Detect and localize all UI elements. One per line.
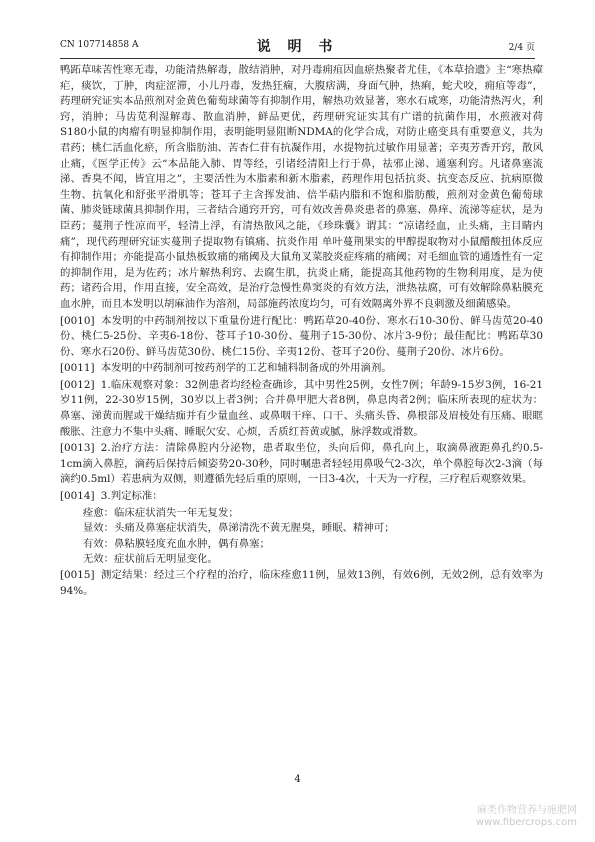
description-body: [60, 63, 543, 600]
paragraph-number: [0010]: [60, 314, 95, 327]
criteria-item-cured: 痊愈：临床症状消失一年无复发；: [82, 506, 239, 519]
paragraph-number: [0012]: [60, 378, 95, 391]
paragraph-0013: [60, 441, 543, 488]
paragraph-0015: [60, 568, 543, 599]
paragraph-0012: [60, 378, 543, 440]
criteria-item-effective: 有效：鼻粘膜轻度充血水肿，偶有鼻塞；: [82, 537, 270, 550]
criteria-item-ineffective: 无效：症状前后无明显变化。: [82, 553, 218, 566]
page-number: 4: [294, 774, 301, 785]
paragraph-continuation: 鸭跖草味苦性寒无毒，功能清热解毒，散结消肿，对丹毒痈疽因血瘀热聚者尤佳，《本草拾遗》主“寒热瘴疟，痰饮，丁肿，肉症涩滞，小儿丹毒，发热狂痫，大腹痞满，身面气肿，热痢，蛇犬咬，痈疽等毒”，药理研究证实本品煎剂对金黄色葡萄球菌等有抑制作用，解热功效显著，寒水石咸寒，功能清热泻火，利窍，消肿；马齿苋利湿解毒、散血消肿，鲜品更优，药理研究证实其有广谱的抗菌作用，水煎液对荷S180小鼠的肉瘤有明显抑制作用，表明能明显阻断NDMA的化学合成，对防止癌变具有重要意义，共为君药；桃仁活血化瘀，所含脂肪油、苦杏仁苷有抗凝作用，水提物抗过敏作用显著；辛夷芳香开窍，散风止痛，《医学正传》云“本品能入肺、胃等经，引诸经清阳上行于鼻，祛邪止涕、通塞利窍。凡诸鼻塞流涕、香臭不闻，皆宜用之”，主要活性为木脂素和新木脂素，药理作用包括抗炎、抗变态反应、抗病原微生物、抗氧化和舒张平滑肌等；苍耳子主含挥发油、倍半萜内脂和不饱和脂肪酸，煎剂对金黄色葡萄球菌、肺炎链球菌具抑制作用，三者结合通窍开窍，可有效改善鼻炎患者的鼻塞、鼻痒、流涕等症状，是为臣药；蔓荆子性凉而平，轻清上浮，有清热散风之能，《珍珠囊》谓其：“凉诸经血，止头痛，主目睛内痛”，现代药理研究证实蔓荆子提取物有镇痛、抗炎作用 单叶蔓荆果实的甲醇提取物对小鼠醋酸扭体反应有抑制作用；亦能提高小鼠热板致痛的痛阈及大鼠角叉菜胶炎症疼痛的痛阈；对毛细血管的通透性有一定的抑制作用，是为佐药；冰片解热利窍、去腐生肌，抗炎止痛，能提高其他药物的生物利用度，是为使药；诸药合用，作用直接，安全高效，是治疗急慢性鼻窦炎的有效方法，泄热祛腐，可有效解除鼻粘膜充血水肿，而且本发明以胡麻油作为溶剂，局部施药浓度均匀，可有效隔离外界不良刺激及细菌感染。: [60, 64, 543, 310]
page-header: [60, 36, 535, 59]
criteria-list: [60, 506, 543, 568]
watermark-title: 麻类作物营养与施肥网: [477, 805, 577, 816]
paragraph-text: 测定结果：经过三个疗程的治疗，临床痊愈11例，显效13例，有效6例，无效2例，总有效率为94%。: [60, 569, 543, 597]
paragraph-text: 2.治疗方法：清除鼻腔内分泌物，患者取坐位，头向后仰，鼻孔向上，取滴鼻液距鼻孔约0.5-1cm滴入鼻腔，滴药后保持后倾姿势20-30秒，同时嘱患者轻轻用鼻吸气2-3次，单个鼻腔每次2-3滴（每滴约0.5ml）若患病为双侧，则遵循先轻后重的原则，一日3-4次，十天为一疗程，三疗程后观察效果。: [60, 442, 543, 486]
paragraph-number: [0014]: [60, 490, 95, 503]
watermark-url: www.fibercrops.com: [475, 817, 577, 828]
paragraph-number: [0011]: [60, 362, 95, 375]
patent-number: CN 107714858 A: [60, 40, 139, 50]
paragraph-text: 1.临床观察对象：32例患者均经检查确诊，其中男性25例，女性7例；年龄9-15岁3例，16-21岁11例，22-30岁15例，30岁以上者3例；合并鼻甲肥大者8例，鼻息肉者2例；临床所表现的症状为：鼻塞、涕黄而腥或干燥结痂并有少量血丝、或鼻咽干痒、口干、头痛头昏、鼻根部及眉棱处有压痛、眼眶酸胀、注意力不集中头痛、睡眠欠安、心烦，舌质红苔黄或腻，脉浮数或滑数。: [60, 378, 543, 438]
paragraph-0010: [60, 314, 543, 361]
document-title: 说 明 书: [256, 39, 339, 55]
paragraph-text: 本发明的中药制剂可按药剂学的工艺和辅料制备成的外用滴剂。: [100, 362, 392, 375]
paragraph-number: [0013]: [60, 442, 95, 455]
paragraph-number: [0015]: [60, 569, 95, 581]
page-indicator: 2/4 页: [508, 43, 535, 53]
paragraph-0011: [60, 361, 543, 377]
paragraph-text: 3.判定标准：: [100, 490, 163, 503]
watermark: [476, 805, 577, 829]
paragraph-text: 本发明的中药制剂按以下重量份进行配比：鸭跖草20-40份、寒水石10-30份、鲜马齿苋20-40份、桃仁5-25份、辛夷6-18份、苍耳子10-30份、蔓荆子15-30份、冰片3-9份；最佳配比：鸭跖草30份、寒水石20份、鲜马齿苋30份、桃仁15份、辛夷12份、苍耳子20份、蔓荆子20份、冰片6份。: [60, 314, 543, 358]
criteria-item-marked: 显效：头痛及鼻塞症状消失，鼻涕清洗不黄无腥臭，睡眠、精神可；: [82, 522, 395, 535]
paragraph-0014: [60, 489, 543, 505]
